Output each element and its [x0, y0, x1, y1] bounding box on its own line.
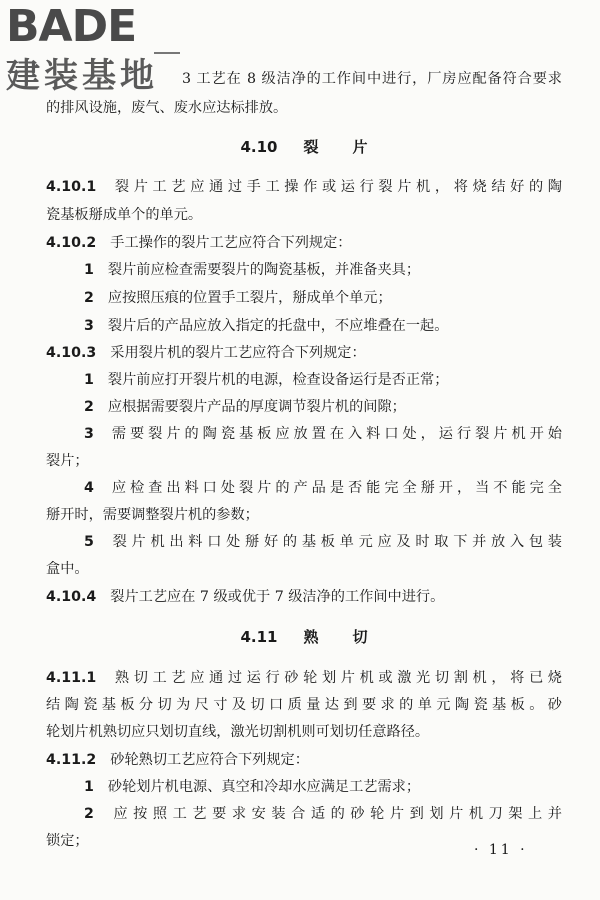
list-item: 4 应检查出料口处裂片的产品是否能完全掰开，当不能完全 — [84, 480, 562, 496]
list-item: 5 裂片机出料口处掰好的基板单元应及时取下并放入包装 — [84, 534, 562, 550]
list-item: 1 裂片前应检查需要裂片的陶瓷基板，并准备夹具； — [84, 262, 421, 278]
list-item-cont: 裂片； — [46, 453, 89, 469]
logo-text-cn: 建装基地 — [6, 56, 158, 96]
section-heading-4-10: 4.10 裂 片 — [240, 138, 368, 156]
clause-4-11-1-cont: 结陶瓷基板分切为尺寸及切口质量达到要求的单元陶瓷基板。砂 — [46, 697, 562, 713]
list-item: 2 应根据需要裂片产品的厚度调节裂片机的间隙； — [84, 399, 406, 415]
list-item-cont: 锁定； — [46, 833, 89, 849]
intro-line-1: 3 工艺在 8 级洁净的工作间中进行，厂房应配备符合要求 — [182, 71, 562, 87]
list-item: 1 砂轮划片机电源、真空和冷却水应满足工艺需求； — [84, 779, 421, 795]
clause-4-11-1-cont: 轮划片机熟切应只划切直线，激光切割机则可划切任意路径。 — [46, 724, 430, 740]
list-item-cont: 掰开时，需要调整裂片机的参数； — [46, 507, 259, 523]
clause-4-11-1: 4.11.1 熟切工艺应通过运行砂轮划片机或激光切割机，将已烧 — [46, 670, 562, 686]
list-item: 2 应按照压痕的位置手工裂片，掰成单个单元； — [84, 290, 392, 306]
clause-4-10-1-cont: 瓷基板掰成单个的单元。 — [46, 207, 203, 223]
list-item: 3 需要裂片的陶瓷基板应放置在入料口处，运行裂片机开始 — [84, 426, 562, 442]
list-item: 2 应按照工艺要求安装合适的砂轮片到划片机刀架上并 — [84, 806, 562, 822]
clause-4-11-2: 4.11.2 砂轮熟切工艺应符合下列规定： — [46, 752, 309, 768]
list-item: 3 裂片后的产品应放入指定的托盘中，不应堆叠在一起。 — [84, 318, 449, 334]
clause-4-10-3: 4.10.3 采用裂片机的裂片工艺应符合下列规定： — [46, 345, 366, 361]
clause-4-10-4: 4.10.4 裂片工艺应在 7 级或优于 7 级洁净的工作间中进行。 — [46, 589, 445, 605]
clause-4-10-1: 4.10.1 裂片工艺应通过手工操作或运行裂片机，将烧结好的陶 — [46, 179, 562, 195]
section-heading-4-11: 4.11 熟 切 — [240, 628, 368, 646]
page-number: · 11 · — [474, 842, 528, 858]
intro-line-2: 的排风设施，废气、废水应达标排放。 — [46, 100, 288, 116]
list-item: 1 裂片前应打开裂片机的电源，检查设备运行是否正常； — [84, 372, 449, 388]
list-item-cont: 盒中。 — [46, 561, 89, 577]
clause-4-10-2: 4.10.2 手工操作的裂片工艺应符合下列规定： — [46, 235, 352, 251]
logo-text-en: BADE — [6, 1, 137, 52]
logo-rule — [154, 52, 180, 54]
